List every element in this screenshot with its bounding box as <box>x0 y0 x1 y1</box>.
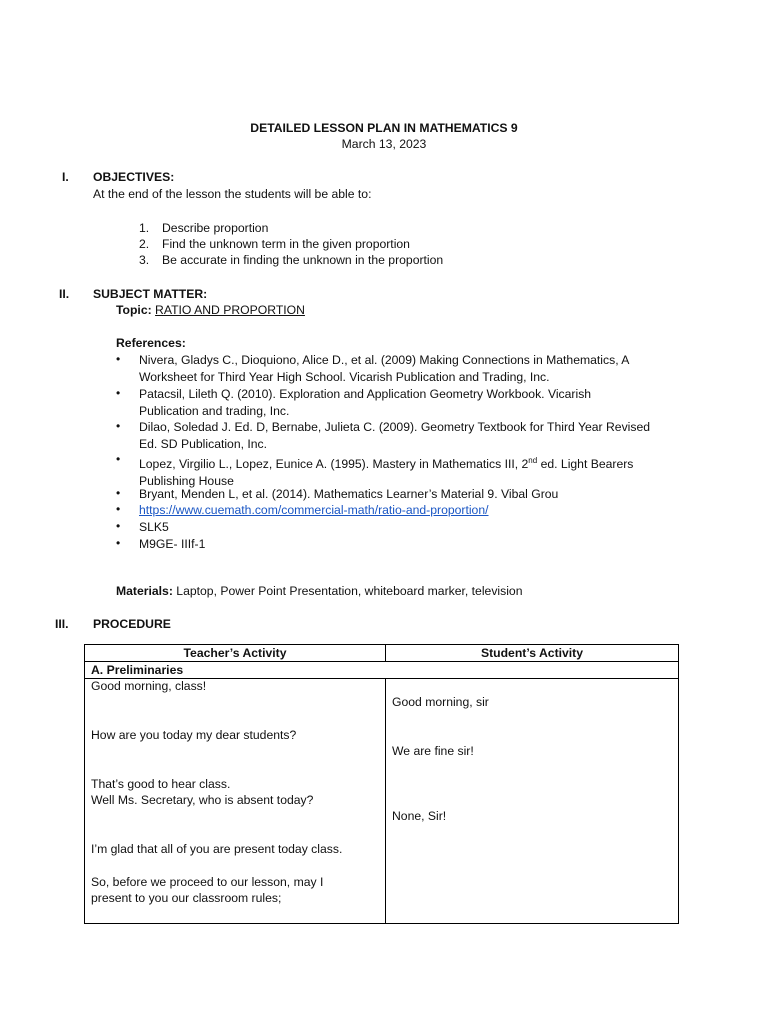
teacher-line: I’m glad that all of you are present today class. <box>91 842 343 856</box>
reference-link[interactable]: https://www.cuemath.com/commercial-math/ratio-and-proportion/ <box>139 503 489 517</box>
section-number-subject-matter: II. <box>59 287 70 301</box>
table-section-row <box>85 662 679 679</box>
objective-item: Be accurate in finding the unknown in the proportion <box>162 253 444 267</box>
materials-line <box>116 584 522 598</box>
teacher-line: That’s good to hear class. <box>91 777 231 791</box>
subject-matter-heading: SUBJECT MATTER: <box>93 287 208 301</box>
teacher-line: Well Ms. Secretary, who is absent today? <box>91 793 314 807</box>
bullet-icon: • <box>116 452 121 466</box>
teacher-line: So, before we proceed to our lesson, may I <box>91 875 324 889</box>
teacher-activity-cell <box>85 679 386 924</box>
reference-item: Dilao, Soledad J. Ed. D, Bernabe, Julieta C. (2009). Geometry Textbook for Third Year Revised Ed. SD Publication, Inc. <box>139 420 651 451</box>
topic-line <box>116 303 305 317</box>
teacher-line: How are you today my dear students? <box>91 728 297 742</box>
materials-label: Materials: <box>116 584 173 598</box>
teacher-line: present to you our classroom rules; <box>91 891 282 905</box>
reference-item: M9GE- IIIf-1 <box>139 537 206 551</box>
section-preliminaries: A. Preliminaries <box>85 662 679 679</box>
objectives-intro: At the end of the lesson the students will be able to: <box>93 187 372 201</box>
objectives-heading: OBJECTIVES: <box>93 170 175 184</box>
bullet-icon: • <box>116 486 121 500</box>
reference-item: Bryant, Menden L, et al. (2014). Mathematics Learner’s Material 9. Vibal Grou <box>139 487 559 501</box>
reference-item: Patacsil, Lileth Q. (2010). Exploration and Application Geometry Workbook. Vicarish Publication and trading, Inc. <box>139 387 592 418</box>
section-number-procedure: III. <box>55 617 69 631</box>
column-header-student: Student’s Activity <box>386 645 679 662</box>
bullet-icon: • <box>116 502 121 516</box>
materials-value: Laptop, Power Point Presentation, whiteboard marker, television <box>172 584 523 598</box>
objective-item: Find the unknown term in the given proportion <box>162 237 410 251</box>
reference-item: Lopez, Virgilio L., Lopez, Eunice A. (1995). Mastery in Mathematics III, 2nd ed. Light Bearers Publishing House <box>139 456 634 489</box>
bullet-icon: • <box>116 536 121 550</box>
topic-label: Topic: <box>116 303 152 317</box>
objective-item: Describe proportion <box>162 221 269 235</box>
document-title: DETAILED LESSON PLAN IN MATHEMATICS 9 <box>250 121 518 135</box>
teacher-line: Good morning, class! <box>91 679 207 693</box>
activity-table <box>84 644 679 924</box>
table-header-row <box>85 645 679 662</box>
bullet-icon: • <box>116 519 121 533</box>
reference-item: SLK5 <box>139 520 169 534</box>
document-date: March 13, 2023 <box>341 137 427 151</box>
objective-number: 2. <box>139 237 150 251</box>
reference-item <box>139 502 679 519</box>
objective-number: 3. <box>139 253 150 267</box>
references-label: References: <box>116 336 186 350</box>
procedure-heading: PROCEDURE <box>93 617 171 631</box>
bullet-icon: • <box>116 386 121 400</box>
table-row <box>85 679 679 924</box>
student-line: None, Sir! <box>392 809 447 823</box>
objective-number: 1. <box>139 221 150 235</box>
reference-item: Nivera, Gladys C., Dioquiono, Alice D., et al. (2009) Making Connections in Mathematics, A Worksheet for Third Year High School. Vicarish Publication and Trading, Inc. <box>139 353 630 384</box>
bullet-icon: • <box>116 352 121 366</box>
bullet-icon: • <box>116 419 121 433</box>
student-line: Good morning, sir <box>392 695 489 709</box>
section-number-objectives: I. <box>62 170 69 184</box>
student-activity-cell <box>386 679 679 924</box>
column-header-teacher: Teacher’s Activity <box>85 645 386 662</box>
student-line: We are fine sir! <box>392 744 474 758</box>
topic-value: RATIO AND PROPORTION <box>155 303 305 317</box>
